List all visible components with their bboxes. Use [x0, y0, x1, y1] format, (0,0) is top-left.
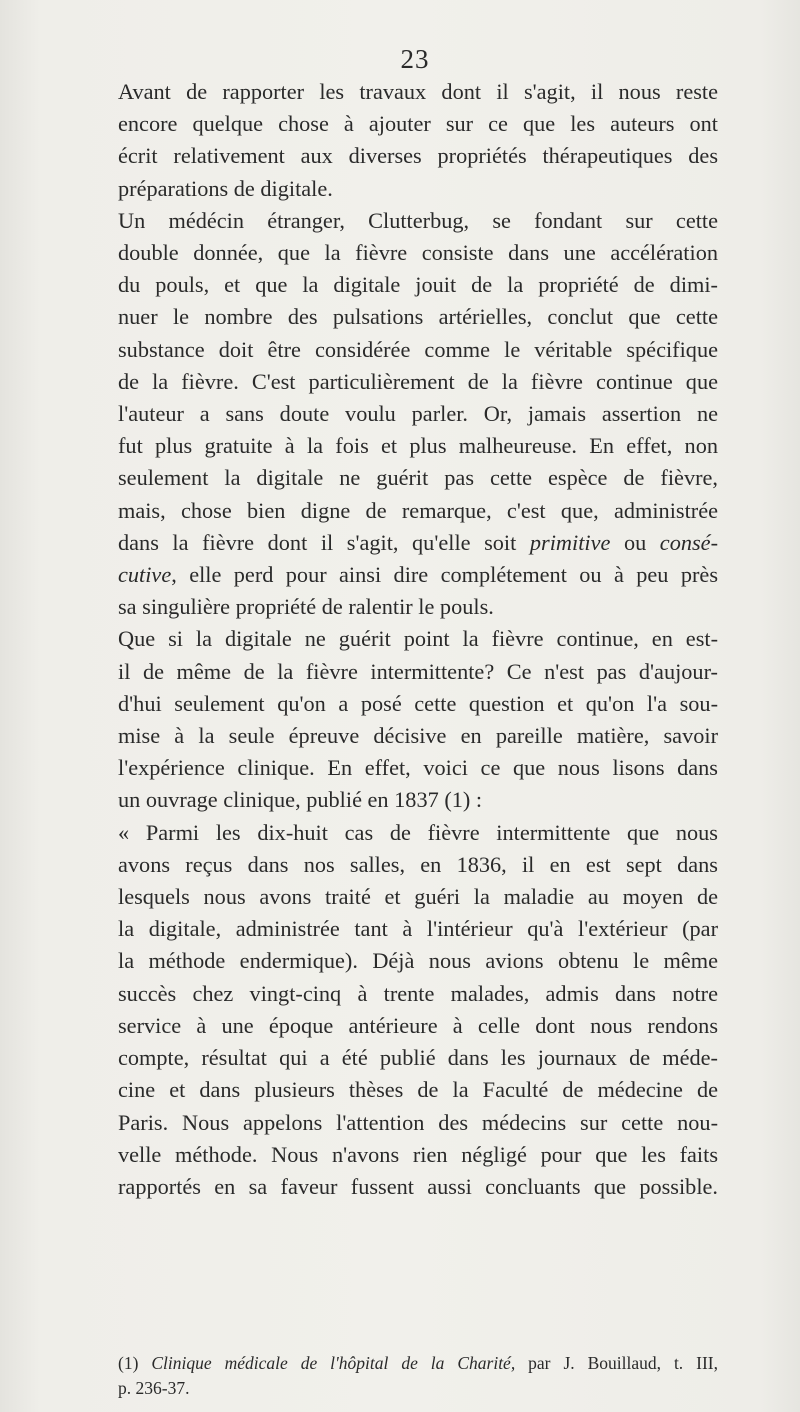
paragraph-3	[118, 623, 718, 816]
text-line: il de même de la fièvre intermittente? Ce n'est pas d'aujour-	[118, 658, 718, 684]
text-line: la digitale, administrée tant à l'intérieur qu'à l'extérieur (par	[118, 916, 718, 942]
page-number: 23	[400, 44, 430, 74]
text-line: fut plus gratuite à la fois et plus malheureuse. En effet, non	[118, 433, 718, 459]
paragraph-1	[118, 76, 718, 205]
text-line: l'auteur a sans doute voulu parler. Or, jamais assertion ne	[118, 401, 718, 427]
footnote-citation: par J. Bouillaud, t. III,	[528, 1353, 718, 1373]
text-line: de la fièvre. C'est particulièrement de la fièvre continue que	[118, 368, 718, 394]
text-line: mais, chose bien digne de remarque, c'est que, administrée	[118, 497, 718, 523]
footnote-title: Clinique médicale de l'hôpital de la Charité,	[151, 1353, 516, 1373]
text-line: rapportés en sa faveur fussent aussi concluants que possible.	[118, 1173, 718, 1199]
text-line: nuer le nombre des pulsations artérielles, conclut que cette	[118, 304, 718, 330]
text-line: double donnée, que la fièvre consiste dans une accélération	[118, 240, 718, 266]
text-line: Que si la digitale ne guérit point la fièvre continue, en est-	[118, 626, 718, 652]
italic-term: cutive	[118, 562, 172, 588]
text-line: seulement la digitale ne guérit pas cette espèce de fièvre,	[118, 465, 718, 491]
italic-term: primitive	[529, 529, 611, 555]
footnote-line	[118, 1351, 718, 1376]
text-line: écrit relativement aux diverses propriétés thérapeutiques des	[118, 143, 718, 169]
text-line: encore quelque chose à ajouter sur ce que les auteurs ont	[118, 111, 718, 137]
text-line: préparations de digitale.	[118, 175, 333, 201]
text-line: Un médécin étranger, Clutterbug, se fondant sur cette	[118, 207, 718, 233]
footnote	[118, 1351, 718, 1401]
text-line: du pouls, et que la digitale jouit de la propriété de dimi-	[118, 272, 718, 298]
text-line: cine et dans plusieurs thèses de la Faculté de médecine de	[118, 1077, 718, 1103]
footnote-pages: p. 236-37.	[118, 1378, 190, 1398]
text-line: « Parmi les dix-huit cas de fièvre intermittente que nous	[118, 819, 718, 845]
text-segment: ou	[623, 529, 647, 555]
text-line: velle méthode. Nous n'avons rien négligé pour que les faits	[118, 1141, 718, 1167]
text-line: sa singulière propriété de ralentir le pouls.	[118, 594, 494, 620]
text-line: l'expérience clinique. En effet, voici ce que nous lisons dans	[118, 755, 718, 781]
text-line: d'hui seulement qu'on a posé cette question et qu'on l'a sou-	[118, 690, 718, 716]
text-segment: , elle perd pour ainsi dire complétement ou à peu près	[171, 562, 718, 588]
text-segment: dans la fièvre dont il s'agit, qu'elle soit	[118, 529, 517, 555]
text-line: compte, résultat qui a été publié dans les journaux de méde-	[118, 1045, 718, 1071]
text-line: service à une époque antérieure à celle dont nous rendons	[118, 1012, 718, 1038]
text-line: lesquels nous avons traité et guéri la maladie au moyen de	[118, 884, 718, 910]
text-line	[118, 527, 718, 559]
body-text	[118, 76, 718, 1203]
text-line: un ouvrage clinique, publié en 1837 (1) :	[118, 787, 483, 813]
text-line: avons reçus dans nos salles, en 1836, il en est sept dans	[118, 851, 718, 877]
text-line: la méthode endermique). Déjà nous avions obtenu le même	[118, 948, 718, 974]
text-line: succès chez vingt-cinq à trente malades, admis dans notre	[118, 980, 718, 1006]
text-line: mise à la seule épreuve décisive en pareille matière, savoir	[118, 723, 718, 749]
italic-term: consé-	[659, 529, 718, 555]
text-line	[118, 559, 718, 591]
paragraph-4-quotation	[118, 817, 718, 1203]
text-line: substance doit être considérée comme le véritable spécifique	[118, 336, 718, 362]
text-line: Avant de rapporter les travaux dont il s'agit, il nous reste	[118, 79, 718, 104]
text-line: Paris. Nous appelons l'attention des médecins sur cette nou-	[118, 1109, 718, 1135]
footnote-marker: (1)	[118, 1353, 139, 1373]
paragraph-2	[118, 205, 718, 624]
